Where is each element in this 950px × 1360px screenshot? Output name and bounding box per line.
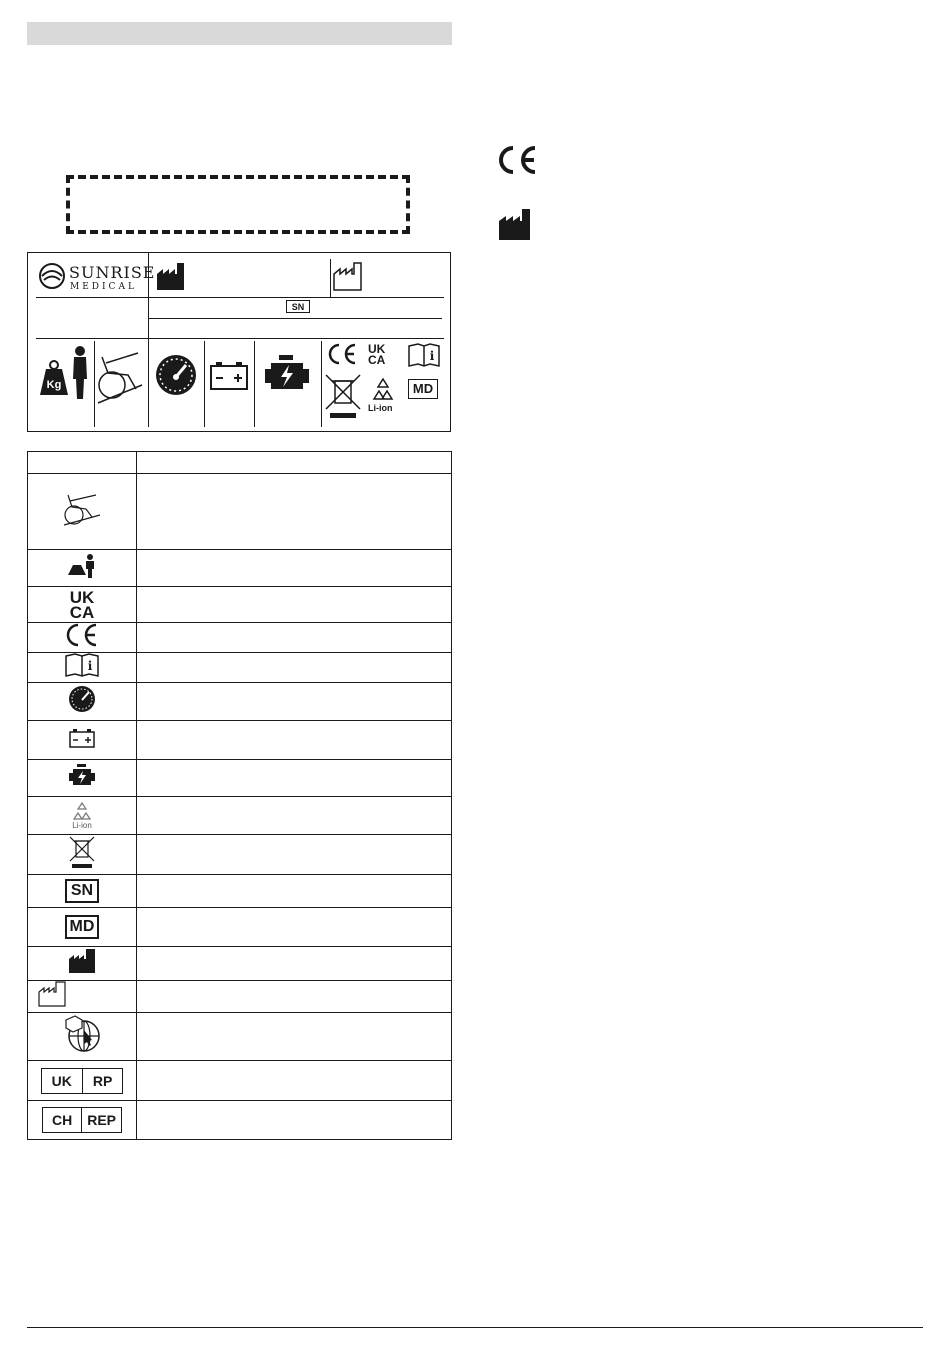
table-row [28,1013,452,1061]
medical-device-box: MD [408,379,438,399]
table-row [28,550,452,587]
manufacturer-icon [156,261,186,291]
battery-icon [69,728,95,748]
instructions-book-icon [408,343,440,367]
table-row [28,653,452,683]
table-row [28,683,452,721]
uk-rp-left: UK [51,1072,72,1089]
ce-mark-icon [65,623,99,647]
table-row [28,1061,452,1101]
table-row [28,797,452,835]
ch-rep-right: REP [81,1108,121,1132]
ukca-line-2: CA [368,353,386,367]
ch-rep-icon [42,1107,122,1133]
table-row [28,587,452,623]
brand-name: SUNRISE [69,263,156,282]
weee-bin-icon [67,835,97,869]
section-header-bar [27,22,452,45]
motor-icon [261,353,313,397]
table-row [28,947,452,981]
brand-sub: MEDICAL [70,282,137,292]
ukca-line-1: UK [368,342,386,356]
header-cell-description [137,452,452,474]
svg-text:Kg: Kg [46,379,62,391]
weee-bin-icon [324,373,362,419]
importer-icon [62,1014,102,1054]
table-row [28,474,452,550]
serial-number-icon: SN [65,879,99,903]
medical-device-icon: MD [65,915,100,939]
table-row [28,875,452,908]
manufacture-date-icon [38,981,66,1007]
ukca-mark [368,344,385,366]
recycle-li-ion-icon [28,801,136,830]
table-row [28,760,452,797]
ch-rep-left: CH [51,1112,73,1128]
table-row [28,1101,452,1140]
wheelchair-slope-icon [96,345,144,405]
table-row [28,721,452,760]
battery-icon [209,361,249,391]
manufacturer-icon [68,948,96,974]
uk-rp-icon [41,1068,124,1094]
weight-person-icon [67,553,97,579]
ukca-line-1: UK [69,587,95,607]
symbol-table [27,451,452,1140]
ukca-mark-icon [28,587,136,622]
weight-person-icon [36,343,94,403]
instructions-book-icon [65,653,99,677]
table-header-row [28,452,452,474]
li-ion-label: Li-ion [368,403,393,413]
footer-rule [27,1327,923,1328]
motor-icon [67,763,97,789]
table-row [28,908,452,947]
svg-text:i: i [87,659,93,673]
manufacturer-icon [497,207,533,241]
recycle-icon [370,377,396,403]
ce-mark-icon [328,343,358,365]
header-cell-symbol [28,452,137,474]
sunrise-logo-icon [38,262,66,290]
wheelchair-slope-icon [62,491,102,527]
ukca-line-2: CA [69,602,95,622]
li-ion-label: Li-ion [72,821,92,830]
product-label [27,252,451,432]
svg-text:i: i [429,349,435,363]
table-row [28,623,452,653]
speedometer-icon [68,685,96,713]
serial-number-box: SN [286,300,310,313]
table-row [28,981,452,1013]
placeholder-box [66,175,410,234]
recycle-icon [71,801,93,821]
manufacture-date-icon [333,261,363,291]
speedometer-icon [154,353,198,397]
table-row [28,835,452,875]
uk-rp-right: RP [82,1069,122,1093]
ce-mark-icon [497,145,541,175]
